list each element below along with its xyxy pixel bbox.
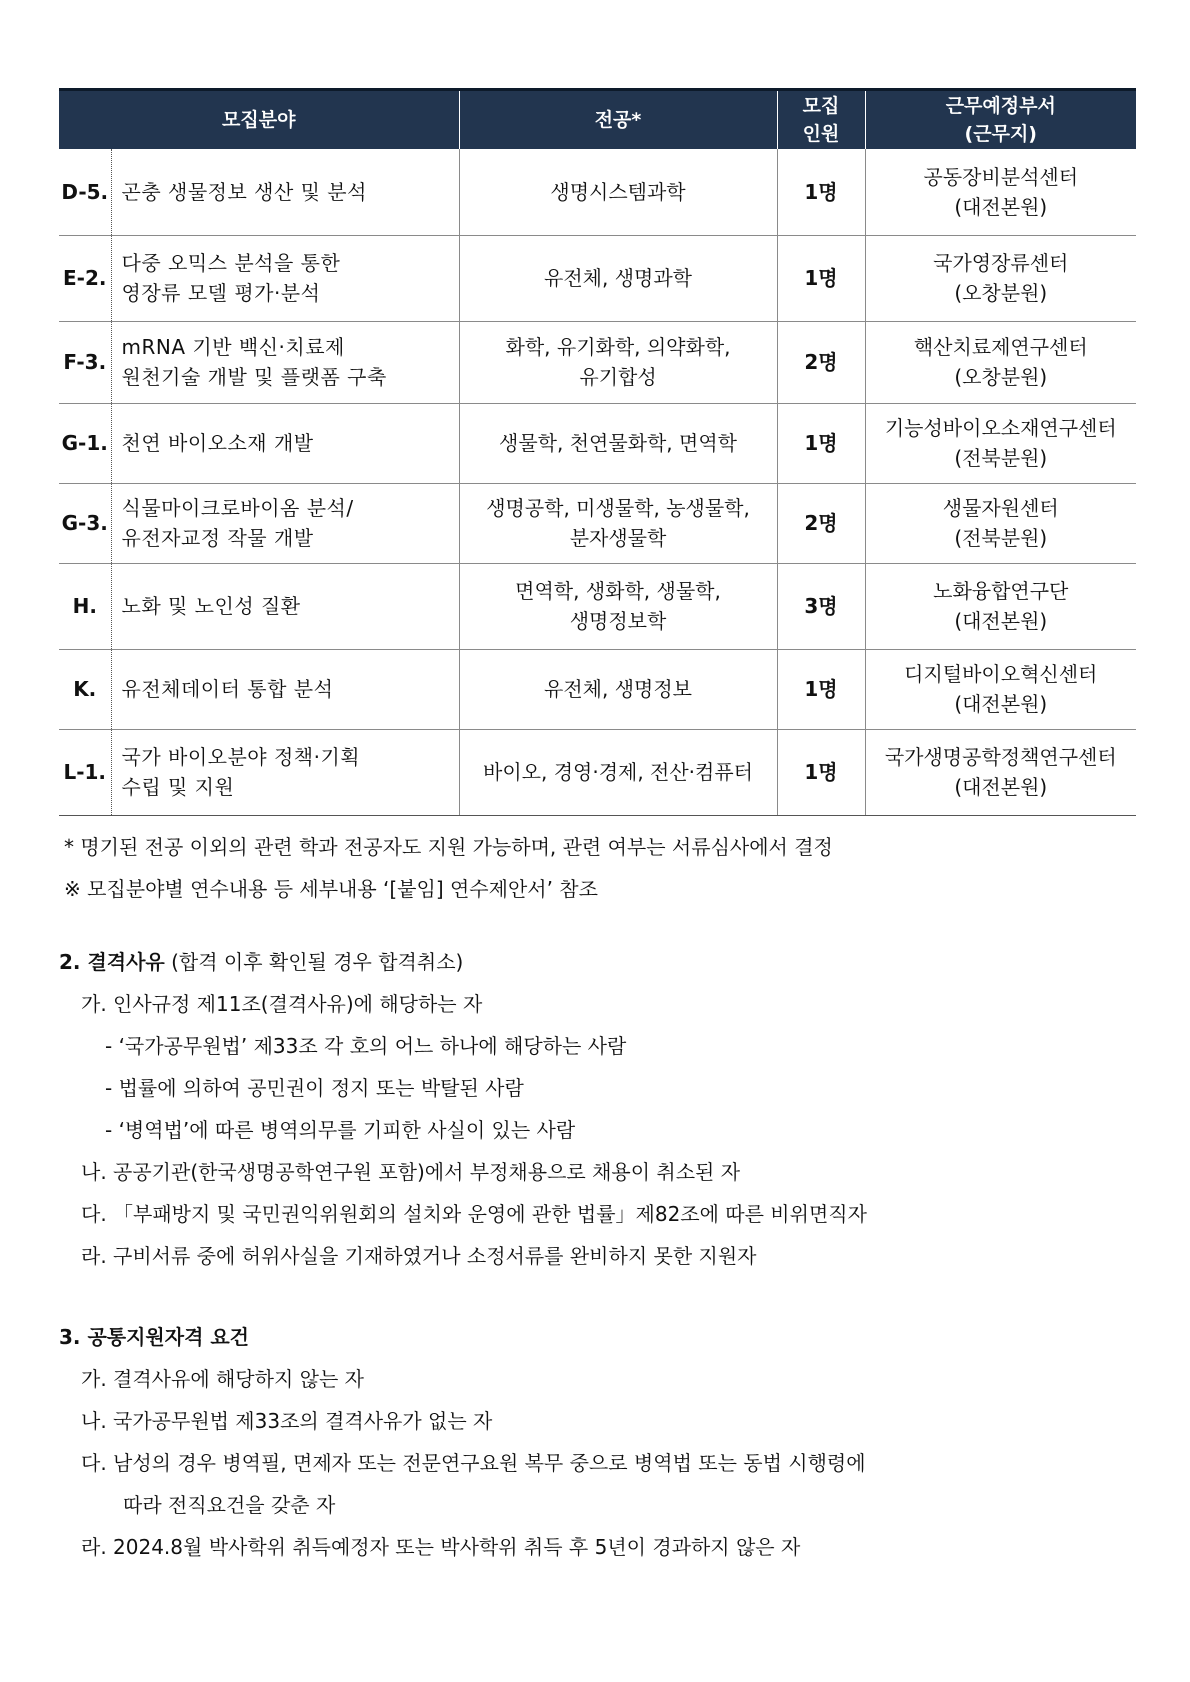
row-code: K. [59,649,111,729]
row-field-line: 국가 바이오분야 정책·기획 [121,745,361,769]
table-body [59,149,1136,815]
row-field-line: 다중 오믹스 분석을 통한 [121,251,341,275]
table-row [59,149,1136,235]
row-count: 1명 [777,729,865,815]
row-field-line: mRNA 기반 백신·치료제 [121,335,345,359]
row-field [111,729,459,815]
table-row [59,563,1136,649]
row-major-line: 바이오, 경영·경제, 전산·컴퓨터 [483,760,753,784]
row-field [111,149,459,235]
row-field [111,483,459,563]
row-dept-line: (대전본원) [954,775,1048,799]
row-field [111,321,459,403]
row-major-line: 유기합성 [579,365,657,389]
row-dept-line: 생물자원센터 [942,496,1059,520]
row-code: F-3. [59,321,111,403]
row-major-line: 생명공학, 미생물학, 농생물학, [486,496,750,520]
section-3-item-da: 다. 남성의 경우 병역필, 면제자 또는 전문연구요원 복무 중으로 병역법 또는 동법 시행령에 [81,1451,866,1475]
section-2-item-da: 다. 「부패방지 및 국민권익위원회의 설치와 운영에 관한 법률」제82조에 따른 비위면직자 [81,1202,867,1226]
row-field-line: 영장류 모델 평가·분석 [121,281,321,305]
row-code: G-3. [59,483,111,563]
row-code: G-1. [59,403,111,483]
row-dept-line: 디지털바이오혁신센터 [904,662,1098,686]
row-dept-line: 핵산치료제연구센터 [913,335,1088,359]
row-field-line: 식물마이크로바이옴 분석/ [121,496,354,520]
section-3-title: 3. 공통지원자격 요건 [59,1325,249,1349]
row-code: D-5. [59,149,111,235]
row-major [459,483,777,563]
table-row [59,729,1136,815]
row-field-line: 수립 및 지원 [121,775,235,799]
row-count: 2명 [777,321,865,403]
row-count: 1명 [777,649,865,729]
row-dept-line: 기능성바이오소재연구센터 [884,416,1117,440]
row-major [459,649,777,729]
row-field-line: 원천기술 개발 및 플랫폼 구축 [121,365,387,389]
note-reference: ※ 모집분야별 연수내용 등 세부내용 ‘[붙임] 연수제안서’ 참조 [64,877,598,901]
row-dept-line: (전북분원) [954,446,1048,470]
section-2-item-na: 나. 공공기관(한국생명공학연구원 포함)에서 부정채용으로 채용이 취소된 자 [81,1160,741,1184]
row-major-line: 생명시스템과학 [550,179,686,204]
row-field-line: 곤충 생물정보 생산 및 분석 [121,179,367,204]
row-count: 2명 [777,483,865,563]
row-major [459,321,777,403]
row-dept-line: (오창분원) [954,281,1048,305]
row-dept-line: (대전본원) [954,692,1048,716]
table-notes [64,826,833,910]
row-code: L-1. [59,729,111,815]
row-dept-line: 노화융합연구단 [933,579,1069,603]
row-dept-line: (오창분원) [954,365,1048,389]
table-header-row [59,90,1136,150]
table-row [59,483,1136,563]
row-dept-line: 국가생명공학정책연구센터 [884,745,1117,769]
row-field [111,563,459,649]
row-dept-line: (대전본원) [954,609,1048,633]
note-major: * 명기된 전공 이외의 관련 학과 전공자도 지원 가능하며, 관련 여부는 서류심사에서 결정 [64,835,833,859]
row-dept-line: (전북분원) [954,526,1048,550]
row-count: 1명 [777,403,865,483]
row-dept [865,149,1136,235]
section-2-dash-3: - ‘병역법’에 따른 병역의무를 기피한 사실이 있는 사람 [105,1118,576,1142]
row-major-line: 생물학, 천연물화학, 면역학 [499,431,737,455]
header-count: 모집 인원 [777,90,865,150]
row-major-line: 유전체, 생명과학 [544,266,692,290]
row-dept [865,483,1136,563]
row-dept-line: (대전본원) [954,194,1048,219]
section-3-item-ra: 라. 2024.8월 박사학위 취득예정자 또는 박사학위 취득 후 5년이 경과하지 않은 자 [81,1535,801,1559]
row-major [459,729,777,815]
table-row [59,403,1136,483]
row-major-line: 유전체, 생명정보 [544,677,692,701]
table-row [59,235,1136,321]
header-major: 전공* [459,90,777,150]
section-3-item-ga: 가. 결격사유에 해당하지 않는 자 [81,1367,364,1391]
row-major-line: 면역학, 생화학, 생물학, [515,579,721,603]
row-field-line: 천연 바이오소재 개발 [121,431,314,455]
row-major-line: 생명정보학 [569,609,667,633]
header-field: 모집분야 [59,90,459,150]
row-dept-line: 공동장비분석센터 [923,164,1079,189]
row-dept-line: 국가영장류센터 [933,251,1069,275]
row-field [111,403,459,483]
row-major [459,235,777,321]
section-2-item-ga: 가. 인사규정 제11조(결격사유)에 해당하는 자 [81,992,483,1016]
row-dept [865,321,1136,403]
row-field-line: 노화 및 노인성 질환 [121,594,301,618]
row-field-line: 유전체데이터 통합 분석 [121,677,334,701]
section-3-item-na: 나. 국가공무원법 제33조의 결격사유가 없는 자 [81,1409,493,1433]
row-dept [865,649,1136,729]
section-disqualification [59,941,867,1277]
row-major [459,563,777,649]
row-dept [865,403,1136,483]
row-count: 1명 [777,149,865,235]
row-code: E-2. [59,235,111,321]
table-row [59,649,1136,729]
section-eligibility [59,1316,866,1568]
row-count: 1명 [777,235,865,321]
row-major [459,149,777,235]
row-field [111,649,459,729]
row-major-line: 분자생물학 [569,526,667,550]
section-2-item-ra: 라. 구비서류 중에 허위사실을 기재하였거나 소정서류를 완비하지 못한 지원자 [81,1244,757,1268]
section-2-dash-1: - ‘국가공무원법’ 제33조 각 호의 어느 하나에 해당하는 사람 [105,1034,627,1058]
row-dept [865,563,1136,649]
row-count: 3명 [777,563,865,649]
row-field-line: 유전자교정 작물 개발 [121,526,314,550]
row-major-line: 화학, 유기화학, 의약화학, [505,335,731,359]
row-major [459,403,777,483]
row-dept [865,235,1136,321]
section-3-item-da-continued: 따라 전직요건을 갖춘 자 [123,1493,336,1517]
table-row [59,321,1136,403]
section-2-title: 2. 결격사유 (합격 이후 확인될 경우 합격취소) [59,950,464,974]
section-2-dash-2: - 법률에 의하여 공민권이 정지 또는 박탈된 사람 [105,1076,524,1100]
header-dept: 근무예정부서 (근무지) [865,90,1136,150]
row-field [111,235,459,321]
recruitment-table [59,88,1136,816]
row-code: H. [59,563,111,649]
row-dept [865,729,1136,815]
